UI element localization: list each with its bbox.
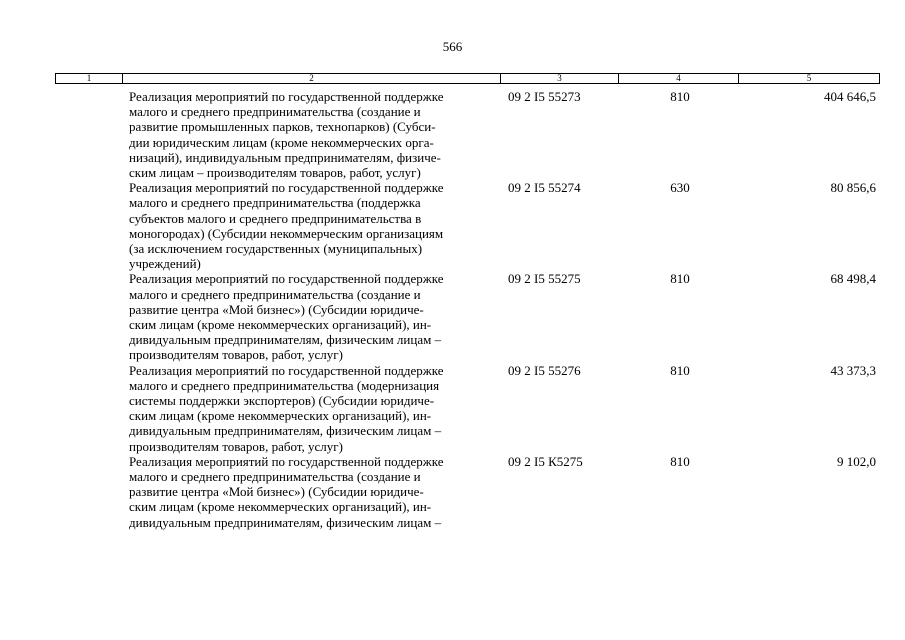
row-code: 09 2 I5 55273	[508, 89, 581, 104]
row-amount: 404 646,5	[824, 89, 876, 104]
table-row	[0, 89, 905, 180]
row-amount: 43 373,3	[830, 362, 876, 378]
table-row	[0, 363, 905, 454]
row-code: 09 2 I5 55275	[508, 271, 581, 287]
column-header-4: 4	[619, 74, 739, 83]
row-amount: 9 102,0	[837, 453, 876, 469]
page-number: 566	[442, 39, 463, 54]
row-expense-type: 810	[670, 362, 690, 378]
row-description: Реализация мероприятий по государственной поддержке малого и среднего предпринимательства (поддержка субъектов малого и среднего предпринимательства в моногородах) (Субсидии некоммерческим организациям (за исключением государственных (муниципальных) учреждений)	[129, 180, 444, 272]
row-amount: 68 498,4	[830, 271, 876, 287]
table-body	[0, 89, 905, 530]
table-row	[0, 180, 905, 271]
column-header-5: 5	[806, 73, 812, 83]
column-header-3: 3	[501, 74, 619, 83]
row-expense-type: 630	[670, 180, 690, 196]
table-row	[0, 454, 905, 530]
row-description: Реализация мероприятий по государственной поддержке малого и среднего предпринимательства (создание и развитие центра «Мой бизнес») (Субсидии юридиче- ским лицам (кроме некоммерческих организаций), ин- дивидуальным предпринимателям, физическим лицам –	[129, 453, 444, 530]
table-row	[0, 271, 905, 362]
row-code: 09 2 I5 55274	[508, 180, 581, 196]
row-code: 09 2 I5 К5275	[508, 453, 583, 469]
row-description: Реализация мероприятий по государственной поддержке малого и среднего предпринимательства (модернизация системы поддержки экспортеров) (Субсидии юридиче- ским лицам (кроме некоммерческих организаций), ин- дивидуальным предпринимателям, физическим лицам – производителям товаров, работ, услуг)	[129, 362, 444, 454]
column-header-1: 1	[56, 74, 123, 83]
column-header-2: 2	[123, 74, 501, 83]
row-code: 09 2 I5 55276	[508, 362, 581, 378]
row-expense-type: 810	[670, 453, 690, 469]
table-header	[55, 73, 880, 84]
row-description: Реализация мероприятий по государственной поддержке малого и среднего предпринимательства (создание и развитие промышленных парков, технопарков) (Субси- дии юридическим лицам (кроме некоммерческих орга- низаций), индивидуальным предпринимателям, физиче- ским лицам – производителям товаров, работ, услуг)	[129, 89, 444, 181]
row-expense-type: 810	[670, 89, 690, 104]
row-amount: 80 856,6	[830, 180, 876, 196]
row-expense-type: 810	[670, 271, 690, 287]
row-description: Реализация мероприятий по государственной поддержке малого и среднего предпринимательства (создание и развитие центра «Мой бизнес») (Субсидии юридиче- ским лицам (кроме некоммерческих организаций), ин- дивидуальным предпринимателям, физическим лицам – производителям товаров, работ, услуг)	[129, 271, 444, 363]
